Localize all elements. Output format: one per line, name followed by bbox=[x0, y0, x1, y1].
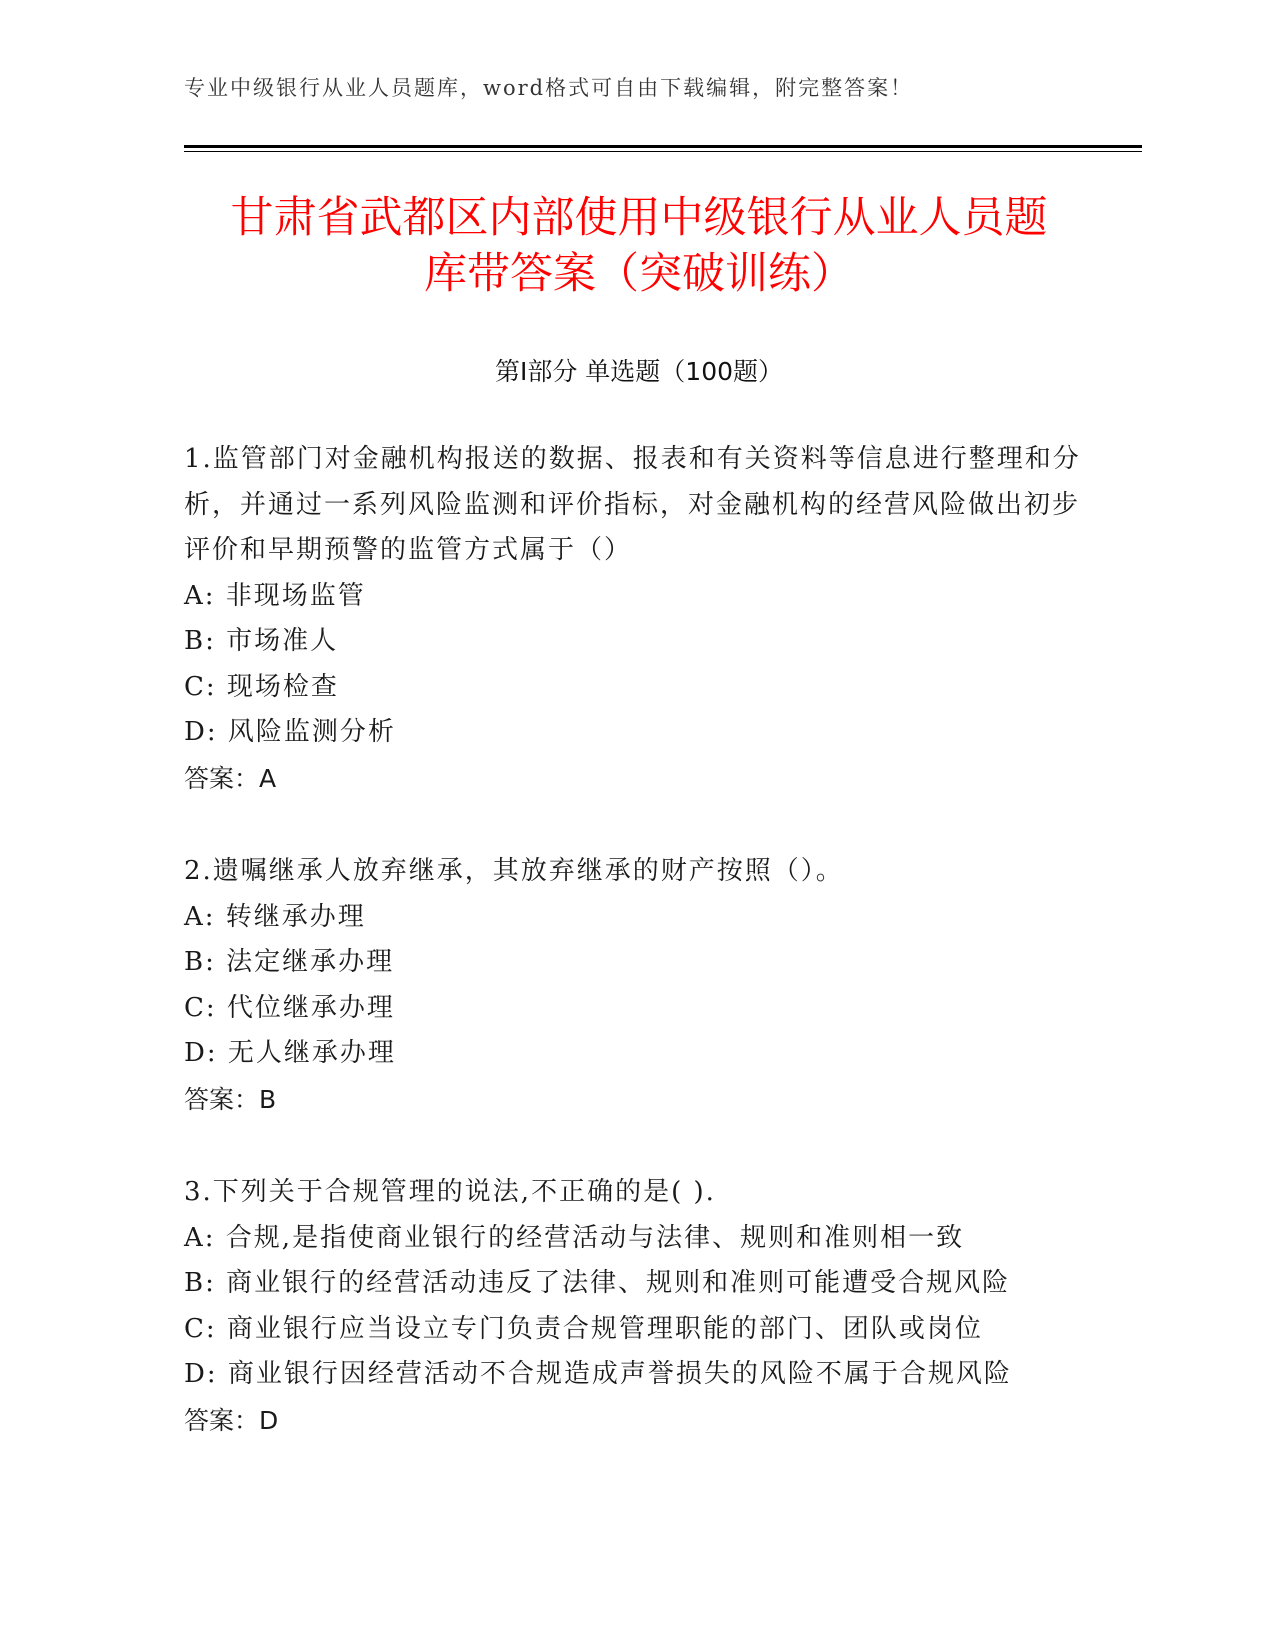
question-1 bbox=[184, 437, 1084, 801]
header-note: 专业中级银行从业人员题库，word格式可自由下载编辑，附完整答案！ bbox=[184, 76, 914, 100]
option-a: A: 合规,是指使商业银行的经营活动与法律、规则和准则相一致 bbox=[184, 1222, 965, 1253]
answer: 答案：B bbox=[184, 1084, 277, 1114]
option-b: B: 法定继承办理 bbox=[184, 947, 395, 977]
question-2 bbox=[184, 849, 1084, 1122]
header-rule-thick bbox=[184, 145, 1142, 148]
option-c: C: 商业银行应当设立专门负责合规管理职能的部门、团队或岗位 bbox=[184, 1313, 983, 1344]
question-stem: 1.监管部门对金融机构报送的数据、报表和有关资料等信息进行整理和分析，并通过一系列风险监测和评价指标，对金融机构的经营风险做出初步评价和早期预警的监管方式属于（） bbox=[184, 444, 1081, 565]
option-a: A: 非现场监管 bbox=[184, 580, 366, 611]
question-stem: 3.下列关于合规管理的说法,不正确的是( ). bbox=[184, 1177, 716, 1207]
question-list bbox=[184, 437, 1084, 1491]
document-title bbox=[184, 190, 1094, 302]
document-title-line1: 甘肃省武都区内部使用中级银行从业人员题 bbox=[230, 193, 1048, 243]
question-stem: 2.遗嘱继承人放弃继承，其放弃继承的财产按照（）。 bbox=[184, 856, 844, 886]
header-rule-thin bbox=[184, 151, 1142, 152]
option-c: C: 现场检查 bbox=[184, 671, 339, 702]
section-title: 第Ⅰ部分 单选题（100题） bbox=[494, 357, 784, 386]
document-title-line2: 库带答案（突破训练） bbox=[424, 249, 854, 299]
option-d: D: 无人继承办理 bbox=[184, 1038, 396, 1068]
answer: 答案：D bbox=[184, 1405, 279, 1435]
question-3 bbox=[184, 1170, 1084, 1443]
option-b: B: 市场准人 bbox=[184, 626, 339, 656]
option-a: A: 转继承办理 bbox=[184, 901, 366, 932]
answer: 答案：A bbox=[184, 763, 277, 793]
option-b: B: 商业银行的经营活动违反了法律、规则和准则可能遭受合规风险 bbox=[184, 1268, 1011, 1298]
option-d: D: 风险监测分析 bbox=[184, 717, 396, 747]
option-d: D: 商业银行因经营活动不合规造成声誉损失的风险不属于合规风险 bbox=[184, 1359, 1012, 1389]
option-c: C: 代位继承办理 bbox=[184, 992, 395, 1023]
